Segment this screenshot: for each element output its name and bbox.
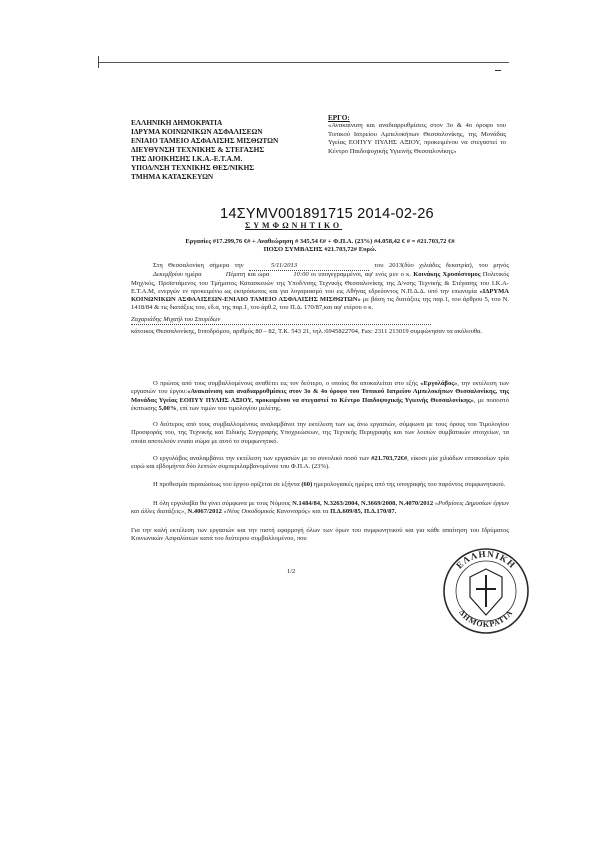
contract-amounts <box>131 238 509 255</box>
contract-total: ΠΟΣΟ ΣΥΜΒΑΣΗΣ #21.703,72# Ευρώ. <box>263 246 377 254</box>
ada-registration-stamp: 14ΣΥΜV001891715 2014-02-26 <box>220 206 434 222</box>
seal-top-text: ΕΛΛΗΝΙΚΗ <box>454 548 518 571</box>
laws-reference: Π.Δ.609/85, Π.Δ.170/87. <box>330 508 397 516</box>
text: , επί των τιμών του τιμολογίου μελέτης. <box>176 404 282 412</box>
text: Πολιτικός Μηχ/κός, Προϊστάμενος του Τμήματος Κατασκευών της Υποδ/νσης Τεχνικής Θεσσαλονίκης της Δ/νσης Τεχνικής & Στέγασης του Ι.Κ.Α-Ε.Τ.Α.Μ, ενεργών εν προκειμένω ως εκπρόσωπος και για λογαριασμό του εις Αθήνας εδρεύοντος Ν.Π.Δ.Δ. υπό την επωνυμία <box>131 271 510 295</box>
text: , με ποσοστό έκπτωσης <box>131 396 510 412</box>
handwritten-time: 10:00 <box>293 271 309 279</box>
handwritten-month: Δεκεμβρίου <box>153 271 183 279</box>
coat-of-arms-icon <box>470 569 502 615</box>
paragraph-price <box>131 455 509 472</box>
text: και τα <box>312 508 329 516</box>
laws-reference: Ν.1484/84, Ν.3263/2004, Ν.3669/2008, Ν.4070/2012 <box>292 500 434 507</box>
text: οι <box>310 271 316 279</box>
paragraph-legal-basis <box>131 500 509 517</box>
paragraph-guarantee: Για την καλή εκτέλεση των εργασιών και την πιστή εφαρμογή όλων των όρων του συμφωνητικού και για κάθε απαίτηση του Ιδρύματος Κοινωνικών Ασφαλίσεων κατά του δεύτερου συμβαλλομένου, που <box>131 527 509 543</box>
deadline-days: (60) <box>301 481 313 488</box>
handwritten-date: 5/11/2013 <box>249 262 369 271</box>
header-line: ΔΙΕΥΘΥΝΣΗ ΤΕΧΝΙΚΗΣ & ΣΤΕΓΑΣΗΣ <box>131 145 265 154</box>
text: υπογεγραμμένοι, αφ' ενός μεν ο κ. <box>318 271 412 279</box>
contractor-role: «Εργολάβος» <box>420 380 458 387</box>
text: Στη Θεσσαλονίκη σήμερα την <box>153 262 244 269</box>
laws-reference: Ν.4067/2012 <box>187 508 222 516</box>
seal-bottom-text: ΔΗΜΟΚΡΑΤΙΑ <box>457 607 515 630</box>
text: ημέρα <box>185 271 202 279</box>
amount-breakdown: Εργασίες #17.299,76 €# + Αναθεώρηση # 345,54 €# + Φ.Π.Α. (23%) #4.058,42 € # = #21.703,72 €# <box>185 238 455 245</box>
representative-name: Κοινάκης Χρυσόστομος <box>413 271 481 279</box>
text: Η όλη εργολαβία θα γίνει σύμφωνα με τους Νόμους <box>153 500 291 507</box>
paragraph-obligations: Ο δεύτερος από τους συμβαλλομένους αναλαμβάνει την εκτέλεση των ως άνω εργασιών, σύμφωνα με τους όρους του Τιμολογίου Προσφοράς του, της Τεχνικής και Ειδικής Συγγραφής Υποχρεώσεων, της Τεχνικής Περιγραφής και των λοιπών συμβατικών στοιχείων, τα οποία αποτελούν ενιαίο σώμα με αυτό το συμφωνητικό. <box>131 421 509 445</box>
discount-percentage: 5,00% <box>158 404 177 412</box>
header-line: ΕΛΛΗΝΙΚΗ ΔΗΜΟΚΡΑΤΙΑ <box>131 118 223 127</box>
project-header <box>328 114 506 156</box>
project-label: ΕΡΓΟ: <box>328 114 350 122</box>
text: , την εκτέλεση των εργασιών του έργου: <box>131 380 509 396</box>
page-number: 1/2 <box>287 568 296 575</box>
handwritten-contractor-name: Ζαχαριάδης Μιχαήλ του Σπυρίδων <box>131 316 431 325</box>
text: Ο πρώτος από τους συμβαλλομένους αναθέτει εις τον δεύτερο, ο οποίος θα αποκαλείται στο εξής <box>153 380 418 387</box>
scan-edge-mark <box>98 56 103 68</box>
project-title: «Ανακαίνιση και αναδιαρρυθμίσεις στον 3ο & 4ο όροφο του Τοπικού Ιατρείου Αμπελοκήπων Θεσσαλονίκης, της Μονάδας Υγείας ΕΟΠΥΥ ΠΥΛΗΣ ΑΞΙΟΥ, προκειμένου να στεγαστεί το Κέντρο Παιδοψυχικής Υγιεινής Θεσσαλονίκης» <box>131 388 510 404</box>
text: , είκοσι μία χιλιάδων επτακοσίων τρία ευρώ και εβδομήντα δύο λεπτών συμπεριλαμβανομένου του Φ.Π.Α. (23%). <box>131 455 509 471</box>
paragraph-deadline <box>131 481 509 489</box>
handwritten-day: Πέμπτη <box>225 271 246 279</box>
header-line: ΙΔΡΥΜΑ ΚΟΙΝΩΝΙΚΩΝ ΑΣΦΑΛΙΣΕΩΝ <box>131 127 263 136</box>
text: και ώρα <box>247 271 270 279</box>
text: ημερολογιακές ημέρες από της υπογραφής του παρόντος συμφωνητικού. <box>313 481 506 488</box>
header-line: ΕΝΙΑΙΟ ΤΑΜΕΙΟ ΑΣΦΑΛΙΣΗΣ ΜΙΣΘΩΤΩΝ <box>131 136 279 145</box>
text: του <box>374 262 384 269</box>
text: Ο εργολάβος αναλαμβάνει την εκτέλεση των εργασιών με το συνολικό ποσό των <box>153 455 370 462</box>
total-amount: #21.703,72€# <box>371 455 408 462</box>
paragraph-parties <box>131 262 509 336</box>
header-line: ΤΜΗΜΑ ΚΑΤΑΣΚΕΥΩΝ <box>131 172 214 181</box>
scan-edge-line <box>98 62 509 63</box>
paragraph-assignment <box>131 380 509 413</box>
official-seal <box>440 545 532 637</box>
header-line: ΥΠΟΔ/ΝΣΗ ΤΕΧΝΙΚΗΣ ΘΕΣ/ΝΙΚΗΣ <box>131 163 255 172</box>
organization-name: «ΙΔΡΥΜΑ ΚΟΙΝΩΝΙΚΩΝ ΑΣΦΑΛΙΣΕΩΝ-ΕΝΙΑΙΟ ΤΑΜΕΙΟ ΑΣΦΑΛΙΣΗΣ ΜΙΣΘΩΤΩΝ» <box>131 287 509 304</box>
project-description: «Ανακαίνιση και αναδιαρρυθμίσεις στον 3ο & 4ο όροφο του Τοπικού Ιατρείου Αμπελοκήπων Θεσσαλονίκης, της Μονάδας Υγείας ΕΟΠΥΥ ΠΥΛΗΣ ΑΞΙΟΥ, προκειμένου να στεγαστεί το Κέντρο Παιδοψυχικής Υγιεινής Θεσσαλονίκης» <box>328 122 506 155</box>
law-title: «Ρυθμίσεις Δημοσίων έργων και άλλες διατάξεις», <box>131 500 510 516</box>
issuing-authority-header <box>131 118 311 181</box>
document-title: ΣΥΜΦΩΝΗΤΙΚΟ <box>245 221 343 230</box>
text: Η προθεσμία περαιώσεως του έργου ορίζεται σε εξήντα <box>153 481 300 488</box>
header-line: ΤΗΣ ΔΙΟΙΚΗΣΗΣ Ι.Κ.Α.-Ε.Τ.Α.Μ. <box>131 154 243 163</box>
scan-tick-mark <box>495 70 501 71</box>
contractor-address: κάτοικος Θεσσαλονίκης, Ιπποδρόμου, αριθμός 80 – 82, Τ.Κ. 543 21, τηλ.:6945822704, Fax: 2311 213019 συμφώνησαν τα ακόλουθα. <box>131 328 483 336</box>
text: 2013(δύο χιλιάδες δεκατρία), του μηνός <box>388 262 509 269</box>
law-title: «Νέος Οικοδομικός Κανονισμός» <box>223 508 311 516</box>
text: με βάση τις διατάξεις της παρ.1, του άρθρου 5, του Ν. 1418/84 & τις διατάξεις του, εδ.α, της παρ.1, του άρθ.2, του Π.Δ. 170/87,και αφ' ετέρου ο κ. <box>131 296 509 312</box>
